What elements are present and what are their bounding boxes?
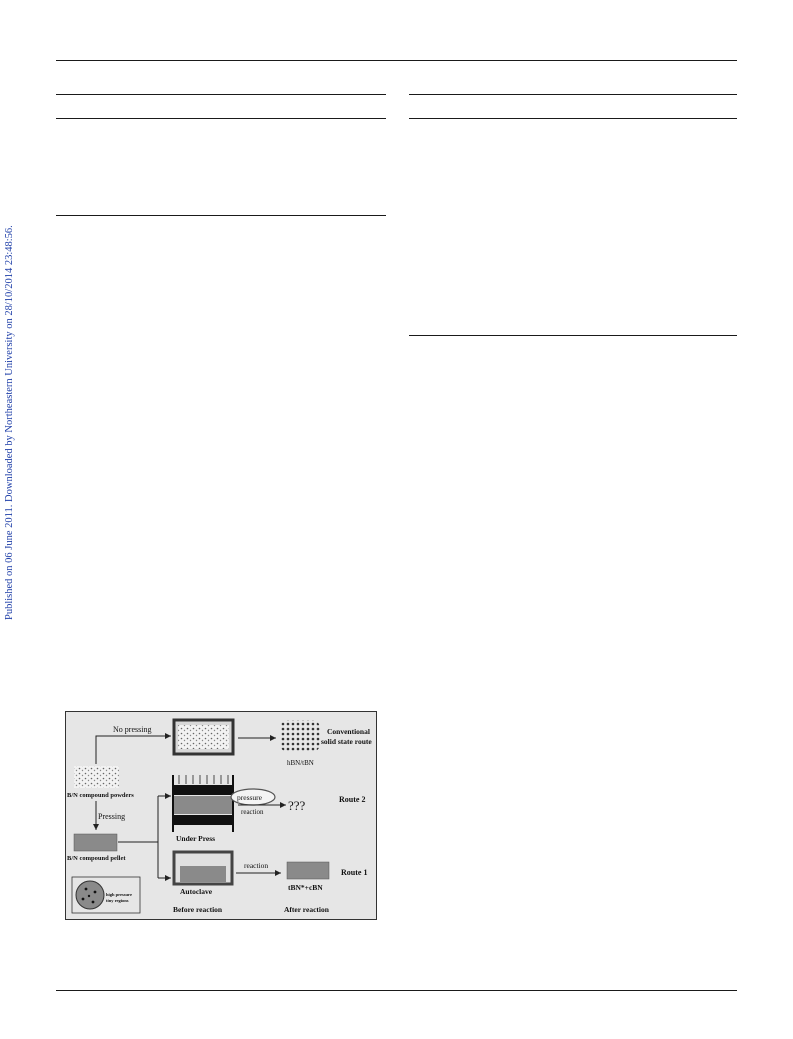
no-pressing-arrow: [96, 736, 171, 764]
left-table-bottom-rule: [56, 215, 386, 216]
hbn-label: hBN/tBN: [287, 759, 314, 767]
after-reaction-label: After reaction: [284, 905, 329, 914]
autoclave-pellet: [180, 866, 226, 882]
powders-label: B/N compound powders: [67, 792, 134, 799]
download-notice: Published on 06 June 2011. Downloaded by Northeastern University on 28/10/2014 23:48:56.: [4, 225, 15, 620]
header-rule: [56, 60, 737, 61]
product-label: tBN*+cBN: [288, 883, 323, 892]
press-arrows: [179, 775, 228, 784]
autoclave-label: Autoclave: [180, 887, 213, 896]
reaction-bottom-label: reaction: [244, 861, 269, 870]
right-table-header-rule: [409, 118, 737, 119]
route2-label: Route 2: [339, 795, 366, 804]
left-table-top-rule: [56, 94, 386, 95]
question-marks: ???: [288, 798, 306, 813]
press-bottom-plate: [174, 815, 232, 825]
right-table-top-rule: [409, 94, 737, 95]
hbn-particles: [280, 720, 320, 752]
product-pellet: [287, 862, 329, 879]
pellet-label: B/N compound pellet: [67, 855, 126, 862]
scheme-diagram: [66, 712, 376, 919]
under-press-label: Under Press: [176, 834, 216, 843]
pressing-label: Pressing: [98, 812, 126, 821]
right-table-bottom-rule: [409, 335, 737, 336]
before-reaction-label: Before reaction: [173, 905, 223, 914]
pellet: [74, 834, 117, 851]
synthesis-scheme-figure: [65, 711, 377, 920]
conventional-powder-fill: [178, 725, 229, 749]
pressure-label: pressure: [237, 793, 262, 802]
conventional-label-line1: Conventional: [327, 727, 370, 736]
reaction-mid-label: reaction: [241, 808, 264, 816]
conventional-label-line2: solid state route: [321, 737, 372, 746]
route1-label: Route 1: [341, 868, 368, 877]
inset-circle: [76, 881, 104, 909]
no-pressing-label: No pressing: [113, 725, 152, 734]
powders-cloud: [74, 766, 119, 788]
footer-rule: [56, 990, 737, 991]
inset-label-line1: high pressure: [106, 892, 132, 897]
press-pellet: [174, 796, 232, 814]
left-table-header-rule: [56, 118, 386, 119]
inset-label-line2: tiny regions: [106, 898, 129, 903]
press-top-plate: [174, 785, 232, 795]
